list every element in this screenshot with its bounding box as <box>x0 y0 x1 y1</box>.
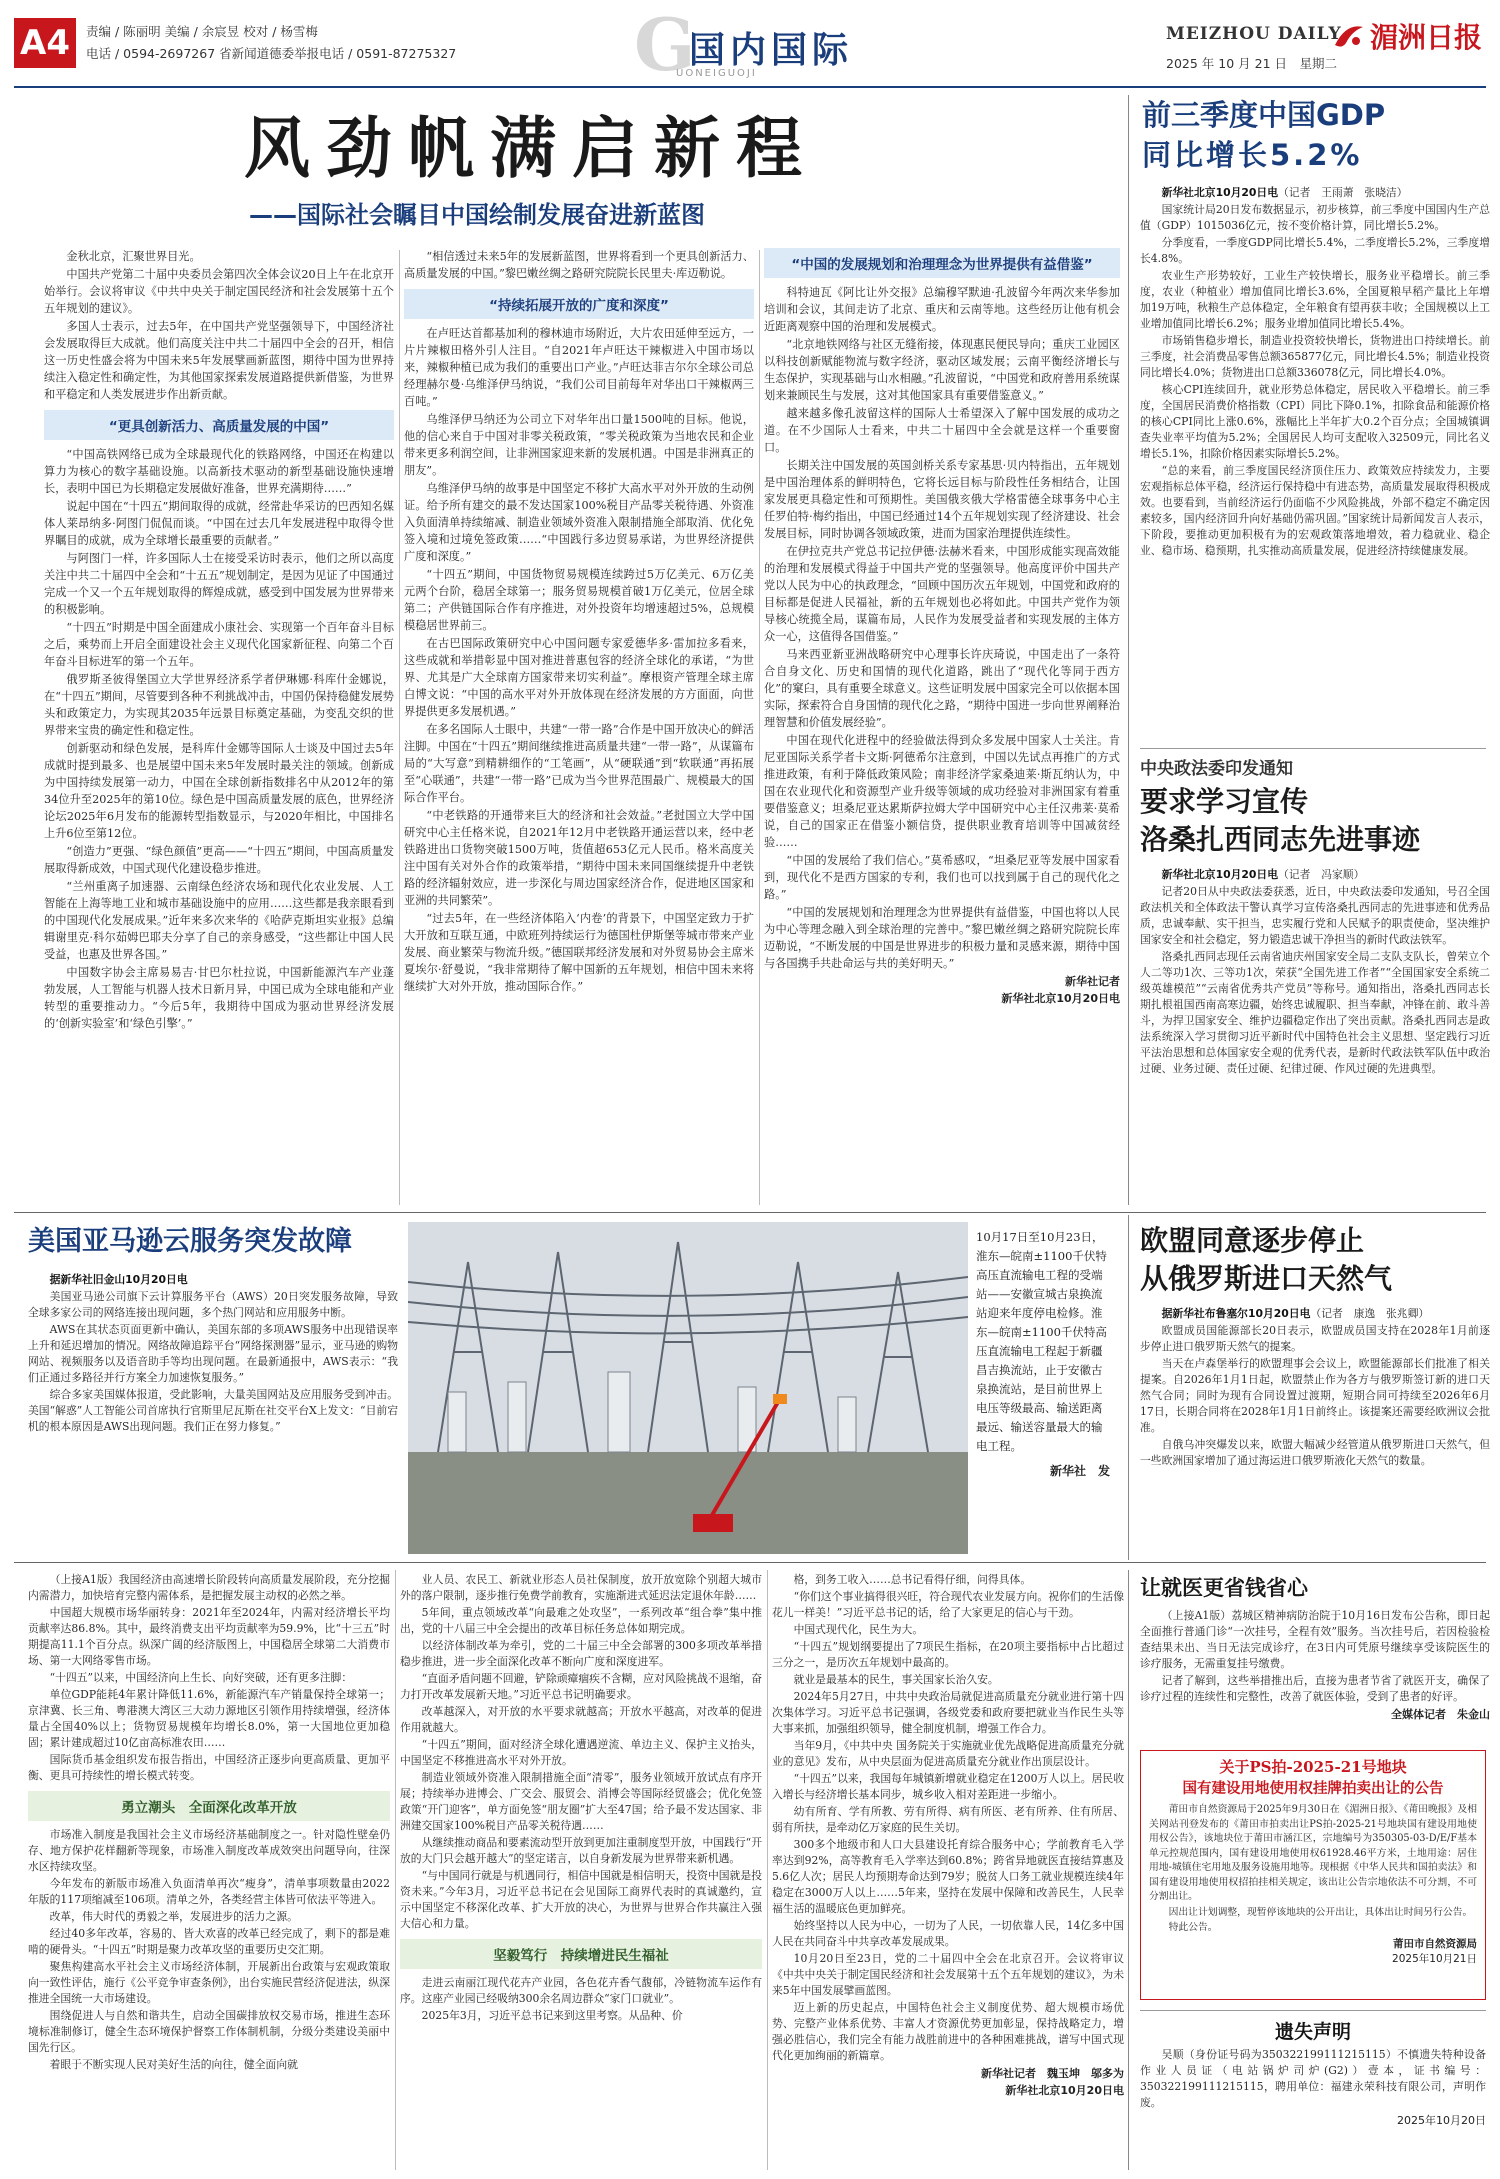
notice-p2: 因出让计划调整，现暂停该地块的公开出让，具体出让时间另行公告。 <box>1168 1906 1473 1918</box>
lead-bottom-rule <box>14 1212 1486 1213</box>
photo-credit: 新华社 发 <box>1049 1464 1110 1478</box>
lead-c1b-p6: 创新驱动和绿色发展，是科库什金娜等国际人士谈及中国过去5年成就时提到最多、也是展望中国未来5年发展时最关注的领域。创新成为中国持续发展第一动力，中国在全球创新指数排名中从2012年的第34位升至2025年的第10位。绿色是中国高质量发展的底色，世界经济论坛2025年6月发布的能源转型指数显示，与2020年相比，中国排名上升6位至第12位。 <box>44 742 394 840</box>
cont-c1b-p6: 围绕促进人与自然和谐共生，启动全国碳排放权交易市场，推进生态环境标准制修订，健全生态环境保护督察工作体制机制，分级分类建设美丽中国先行区。 <box>28 2009 390 2054</box>
cont-c1-p4: 单位GDP能耗4年累计降低11.6%，新能源汽车产销量保持全球第一；京津冀、长三角、粤港澳大湾区三大动力源地区引领作用持续增强，经济体量占全国40%以上；货物贸易规模年均增长8.0%，第一大国地位更加稳固；累计建成超过10亿亩高标准农田…… <box>28 1688 390 1749</box>
zhengfa-title-line-1: 要求学习宣传 <box>1140 785 1309 818</box>
lead-column-3 <box>764 248 1120 1210</box>
masthead-rule <box>14 86 1486 88</box>
gdp-article <box>1140 95 1490 745</box>
staff-line-2: 电话 / 0594-2697267 省新闻道德委举报电话 / 0591-87275327 <box>86 46 457 61</box>
cont-c3-p7: 当年9月，《中共中央 国务院关于实施就业优先战略促进高质量充分就业的意见》发布，从中央层面为促进高质量充分就业作出顶层设计。 <box>772 1739 1124 1768</box>
lead-c2b-p6: 在多名国际人士眼中，共建“一带一路”合作是中国开放决心的鲜活注脚。中国在“十四五”期间继续推进高质量共建“一带一路”，从谋篇布局的“大写意”到精耕细作的“工笔画”，从“硬联通”到“软联通”再拓展至“心联通”，共建“一带一路”已成为当今世界范围最广、规模最大的国际合作平台。 <box>404 723 754 804</box>
cont-c1-p3: “十四五”以来，中国经济向上生长、向好突破，还有更多注脚： <box>49 1671 353 1684</box>
eu-dateline: 据新华社布鲁塞尔10月20日电 <box>1161 1307 1311 1320</box>
photo-caption: 10月17日至10月23日，淮东—皖南±1100千伏特高压直流输电工程的受端站——安徽宣城古泉换流站迎来年度停电检修。淮东—皖南±1100千伏特高压直流输电工程起于新疆昌吉换流站，止于安徽古泉换流站，是目前世界上电压等级最高、输送距离最远、输送容量最大的输电工程。 <box>976 1230 1107 1453</box>
cont-c2-p2: 5年间，重点领域改革“向最难之处攻坚”，一系列改革“组合拳”集中推出，党的十八届三中全会提出的改革目标任务总体如期完成。 <box>400 1606 762 1635</box>
lead-column-divider-1 <box>399 250 400 1205</box>
cont-sign-reporters: 新华社记者 魏玉坤 邬多为 <box>981 2067 1124 2080</box>
cont-c3-p9: 幼有所育、学有所教、劳有所得、病有所医、老有所养、住有所居、弱有所扶，是牵动亿万家庭的民生关切。 <box>772 1805 1124 1834</box>
paper-cn: 湄洲日报 <box>1370 21 1483 54</box>
section-title: 国内国际 <box>689 30 854 71</box>
lead-c1b-p7: “创造力”更强、“绿色颜值”更高——“十四五”期间，中国高质量发展取得新成效，中国式现代化建设稳步推进。 <box>44 845 394 875</box>
continued-column-2 <box>400 1572 762 2172</box>
continued-column-1 <box>28 1572 390 2172</box>
notice-title-line-1: 关于PS拍-2025-21号地块 <box>1219 1758 1407 1776</box>
cont-divider-3 <box>1128 1570 1129 2170</box>
lead-sign-reporter: 新华社记者 <box>1065 975 1120 988</box>
cont-c3-p1: 格，到务工收入……总书记看得仔细，问得具体。 <box>793 1573 1032 1586</box>
cont-c2-p5: 改革越深入，对开放的水平要求就越高；开放水平越高，对改革的促进作用就越大。 <box>400 1705 762 1734</box>
gdp-reporters: （记者 王雨萧 张晓洁） <box>1278 186 1408 199</box>
gdp-title-line-1: 前三季度中国GDP <box>1142 98 1386 132</box>
paper-logo-icon <box>1332 19 1366 53</box>
lead-c2b-p7: “中老铁路的开通带来巨大的经济和社会效益。”老挝国立大学中国研究中心主任格米说，自2021年12月中老铁路开通运营以来，经中老铁路进出口货物突破1500万吨，货值超653亿元人民币。格米高度关注中国有关对外合作的政策举措，“期待中国未来同国继续提升中老铁路的经济辐射效应，进一步深化与周边国家经济合作，促进地区国家和亚洲的共同繁荣”。 <box>404 809 754 907</box>
lead-c1b-p4: “十四五”时期是中国全面建成小康社会、实现第一个百年奋斗目标之后，乘势而上开启全面建设社会主义现代化国家新征程、向第二个百年奋斗目标进军的第一个五年。 <box>44 621 394 668</box>
lead-c1-p2: 中国共产党第二十届中央委员会第四次全体会议20日上午在北京开始举行。会议将审议《中共中央关于制定国民经济和社会发展第十五个五年规划的建议》。 <box>44 268 394 315</box>
notice-title-line-2: 国有建设用地使用权挂牌拍卖出让的公告 <box>1182 1780 1444 1797</box>
notice-sign-org: 莆田市自然资源局 <box>1393 1937 1477 1950</box>
cont-c2b-p2: 2025年3月，习近平总书记来到这里考察。从品种、价 <box>421 2009 683 2022</box>
lead-c1b-p1: “中国高铁网络已成为全球最现代化的铁路网络，中国还在构建以算力为核心的数字基础设施。以高新技术驱动的新型基础设施快速增长，表明中国已为长期稳定发展做好准备，世界充满期待……” <box>44 448 394 495</box>
doctor-p1: （上接A1版）荔城区精神病防治院于10月16日发布公告称，即日起全面推行普通门诊“一次挂号，全程有效”服务。当次挂号后，若因检验检查结果未出、当日无法完成诊疗，在3日内可凭原号继续享受该院医生的诊疗服务，无需重复挂号缴费。 <box>1140 1609 1490 1670</box>
doctor-title: 让就医更省钱省心 <box>1140 1576 1308 1600</box>
cont-c2-p8: 从继续推动商品和要素流动型开放到更加注重制度型开放，中国践行“开放的大门只会越开越大”的坚定诺言，以自身新发展为世界带来新机遇。 <box>400 1836 762 1865</box>
zhengfa-reporters: （记者 冯家顺） <box>1278 868 1365 881</box>
cont-sign-dateline: 新华社北京10月20日电 <box>1005 2084 1124 2097</box>
gdp-p4: 市场销售稳步增长，制造业投资较快增长，货物进出口持续增长。前三季度，社会消费品零售总额365877亿元，同比增长4.5%；制造业投资同比增长4.0%；货物进出口总额336078亿元，同比增长4.0%。 <box>1140 334 1490 379</box>
cont-c3-p10: 300多个地级市和人口大县建设托育综合服务中心；学前教育毛入学率达到92%，高等教育毛入学率达到60.8%；跨省异地就医直接结算惠及5.6亿人次；居民人均预期寿命达到79岁；脱贫人口务工就业规模连续4年稳定在3000万人以上……5年来，坚持在发展中保障和改善民生，人民幸福生活的温暖底色更加鲜亮。 <box>772 1838 1124 1915</box>
gdp-p6: “总的来看，前三季度国民经济顶住压力、政策效应持续发力，主要宏观指标总体平稳，经济运行保持稳中有进态势，高质量发展取得积极成效。也要看到，当前经济运行仍面临不少风险挑战，外部不稳定不确定因素较多，国内经济回升向好基础仍需巩固。”国家统计局新闻发言人表示，下阶段，要推动更加积极有为的宏观政策落地增效，着力稳就业、稳企业、稳市场、稳预期，扎实推动高质量发展，促进经济持续健康发展。 <box>1140 464 1490 557</box>
cont-divider-2 <box>767 1570 768 2170</box>
zhengfa-dateline-row <box>1140 867 1490 883</box>
lost-body: 吴顺（身份证号码为350322199111215115）不慎遗失特种设备作业人员证（电站锅炉司炉(G2)）壹本，证书编号：350322199111215115，聘用单位：福建永荣科技有限公司，声明作废。 <box>1140 2048 1486 2109</box>
continued-column-3 <box>772 1572 1124 2172</box>
lead-c1-p3: 多国人士表示，过去5年，在中国共产党坚强领导下，中国经济社会发展取得巨大成就。他们高度关注中共二十届四中全会的召开，相信这一历史性盛会将为中国未来5年发展擘画新蓝图，期待中国为世界持续注入稳定性和确定性，为其他国家探索发展道路提供新借鉴，为世界和平稳定和人类发展进步作出新贡献。 <box>44 320 394 401</box>
cont-c1b-p1: 市场准入制度是我国社会主义市场经济基础制度之一。针对隐性壁垒仍存、地方保护花样翻新等现象，市场准入制度改革成效突出问题导向，往深水区持续攻坚。 <box>28 1828 390 1873</box>
page-label: A4 <box>14 18 76 68</box>
masthead <box>14 10 1486 84</box>
section-pinyin: UONEIGUOJI <box>676 68 757 79</box>
aws-article <box>28 1222 398 1552</box>
lead-c3-p9: “中国的发展规划和治理理念为世界提供有益借鉴，中国也将以人民为中心等理念融入到全球治理的完善中。”黎巴嫩丝绸之路研究院院长库迈勒说，“不断发展的中国是世界进步的积极力量和灵感来源，期待中国与各国携手共赴命运与共的美好明天。” <box>764 906 1120 970</box>
section-letter: G <box>634 10 696 84</box>
cont-c1b-p3: 改革，伟大时代的勇毅之举，发展进步的活力之源。 <box>49 1910 298 1923</box>
cont-divider-1 <box>395 1570 396 2170</box>
eu-reporters: （记者 康逸 张兆卿） <box>1310 1307 1430 1320</box>
zhengfa-p1: 记者20日从中央政法委获悉，近日，中央政法委印发通知，号召全国政法机关和全体政法干警认真学习宣传洛桑扎西同志的先进事迹和优秀品质，忠诚奉献、实干担当，忠实履行党和人民赋予的职责使命，坚决维护国家安全和社会稳定，努力锻造忠诚干净担当的新时代政法铁军。 <box>1140 885 1490 946</box>
cont-c3-p3: 中国式现代化，民生为大。 <box>793 1623 924 1636</box>
gdp-title-line-2: 同比增长5.2% <box>1142 138 1363 172</box>
lead-column-2 <box>404 248 754 1210</box>
lead-c3-p8: “中国的发展给了我们信心。”莫希感叹，“坦桑尼亚等发展中国家看到，现代化不是西方国家的专利，我们也可以找到属于自己的现代化之路。” <box>764 854 1120 901</box>
zhengfa-title-line-2: 洛桑扎西同志先进事迹 <box>1140 823 1421 856</box>
cont-c3-p11: 始终坚持以人民为中心，一切为了人民，一切依靠人民，14亿多中国人民在共同奋斗中共享改革发展成果。 <box>772 1919 1124 1948</box>
eu-title-line-1: 欧盟同意逐步停止 <box>1140 1224 1365 1257</box>
lead-title: 风劲帆满启新程 <box>244 109 818 187</box>
eu-article <box>1140 1222 1490 1557</box>
substation-photo <box>408 1222 968 1554</box>
lead-subtitle: ——国际社会瞩目中国绘制发展奋进新蓝图 <box>249 201 705 229</box>
doctor-p2: 记者了解到，这些举措推出后，直接为患者节省了就医开支，确保了诊疗过程的连续性和完整性，改善了就医体验，受到了患者的好评。 <box>1140 1674 1490 1703</box>
notice-p1: 莆田市自然资源局于2025年9月30日在《湄洲日报》、《莆田晚报》及相关网站刊登发布的《莆田市拍卖出让PS拍-2025-21号地块国有建设用地使用权公告》，该地块位于莆田市涵江区，宗地编号为350305-03-D/E/F基本单元控规范围内，国有建设用地使用权61928.46平方米，土地用途：居住用地-城镇住宅用地及服务设施用地等。现根据《中华人民共和国拍卖法》和国有建设用地使用权招拍挂相关规定，该出让公告宗地依法不可分割，不可分割出让。 <box>1149 1804 1477 1902</box>
doctor-sign: 全媒体记者 朱金山 <box>1391 1708 1490 1721</box>
cont-c3-p5: 就业是最基本的民生，事关国家长治久安。 <box>793 1673 999 1686</box>
gdp-p1: 国家统计局20日发布数据显示，初步核算，前三季度中国国内生产总值（GDP）1015036亿元，按不变价格计算，同比增长5.2%。 <box>1140 203 1490 232</box>
lead-c3-p6: 马来西亚新亚洲战略研究中心理事长许庆琦说，中国走出了一条符合自身文化、历史和国情的现代化道路，跳出了“现代化等同于西方化”的窠臼，具有重要全球意义。这些证明发展中国家完全可以依据本国实际，探索符合自身国情的现代化之路，“期待中国进一步向世界阐释治理智慧和价值发展经验”。 <box>764 648 1120 729</box>
lead-c1-subhead: “更具创新活力、高质量发展的中国” <box>44 410 394 440</box>
lead-c1-p1: 金秋北京，汇聚世界目光。 <box>66 250 201 263</box>
eu-title-line-2: 从俄罗斯进口天然气 <box>1140 1262 1393 1295</box>
lead-sign-dateline: 新华社北京10月20日电 <box>1001 992 1120 1005</box>
cont-c2-p7: 制造业领域外资准入限制措施全面“清零”，服务业领域开放试点有序开展；持续举办进博会、广交会、服贸会、消博会等国际经贸盛会；优化免签政策“开门迎客”，单方面免签“朋友圈”扩大至47国；给予最不发达国家、非洲建交国家100%税目产品零关税待遇…… <box>400 1771 762 1832</box>
lead-c1b-p9: 中国数字协会主席易易吉·甘巴尔杜拉说，中国新能源汽车产业蓬勃发展，人工智能与机器人技术日新月异，中国已成为全球电能和产业转型的重要推动力。“今后5年，我期待中国成为驱动世界经济发展的‘创新实验室’和‘绿色引擎’。” <box>44 966 394 1030</box>
cont-c2-p1: 业人员、农民工、新就业形态人员社保制度，放开放宽除个别超大城市外的落户限制，逐步推行免费学前教育，实施渐进式延迟法定退休年龄…… <box>400 1573 762 1602</box>
aws-p3: 综合多家美国媒体报道，受此影响，大量美国网站及应用服务受到冲击。美国“解惑”人工智能公司首席执行官斯里尼瓦斯在社交平台X上发文：“目前宕机的根本原因是AWS出现问题。我们正在努力修复。” <box>28 1388 398 1433</box>
cont-c1-subhead: 勇立潮头 全面深化改革开放 <box>28 1791 390 1821</box>
cont-c1-p2: 中国超大规模市场华丽转身：2021年至2024年，内需对经济增长平均贡献率达86.8%。其中，最终消费支出平均贡献率为59.9%，比“十三五”时期提高11.1个百分点。纵深广阔的经济版图上，中国稳居全球第二大消费市场、第一大网络零售市场。 <box>28 1606 390 1667</box>
cont-c1-p1: （上接A1版）我国经济由高速增长阶段转向高质量发展阶段，充分挖掘内需潜力，加快培育完整内需体系，是把握发展主动权的必然之举。 <box>28 1573 390 1602</box>
notice-sign-date: 2025年10月21日 <box>1392 1952 1477 1965</box>
lead-column-1 <box>44 248 394 1210</box>
cont-c3-p13: 迈上新的历史起点，中国特色社会主义制度优势、超大规模市场优势、完整产业体系优势、丰富人才资源优势更加彰显，保持战略定力，增强必胜信心，我们完全有能力战胜前进中的各种困难挑战，谱写中国式现代化更加绚丽的新篇章。 <box>772 2001 1124 2062</box>
cont-c3-p4: “十四五”规划纲要提出了7项民生指标，在20项主要指标中占比超过三分之一，是历次五年规划中最高的。 <box>772 1640 1124 1669</box>
zhengfa-article <box>1140 755 1490 1200</box>
paper-en: MEIZHOU DAILY <box>1166 24 1342 44</box>
lead-c2b-p2: 乌维泽伊马纳还为公司立下对华年出口量1500吨的目标。他说，他的信心来自于中国对非零关税政策，“零关税政策为当地农民和企业带来更多利润空间，让非洲国家迎来新的发展机遇。中国是非洲真正的朋友”。 <box>404 413 754 477</box>
middle-bottom-rule <box>14 1562 1486 1563</box>
cont-c2-p6: “十四五”期间，面对经济全球化遭遇逆流、单边主义、保护主义抬头，中国坚定不移推进高水平对外开放。 <box>400 1738 762 1767</box>
lead-c2b-p8: “过去5年，在一些经济体陷入‘内卷’的背景下，中国坚定致力于扩大开放和互联互通，中欧班列持续运行为德国杜伊斯堡等城市带来产业发展、商业繁荣与物流升级。”德国联邦经济发展和对外贸易协会主席米夏埃尔·舒曼说，“我非常期待了解中国新的五年规划，相信中国未来将继续扩大对外开放，推动国际合作。” <box>404 912 754 993</box>
cont-c2b-p1: 走进云南丽江现代花卉产业园，各色花卉香气馥郁，冷链物流车运作有序。这座产业园已经吸纳300余名周边群众“家门口就业”。 <box>400 1976 762 2005</box>
paper-logo <box>1332 16 1482 56</box>
lead-c2b-p5: 在古巴国际政策研究中心中国问题专家爱德华多·雷加拉多看来，这些成就和举措彰显中国对推进普惠包容的经济全球化的承诺，“为世界、尤其是广大全球南方国家带来切实利益”。摩根资产管理全球主席白博文说：“中国的高水平对外开放体现在经济发展的方方面面，向世界提供更多发展机遇。” <box>404 637 754 718</box>
notice-p3: 特此公告。 <box>1168 1922 1218 1933</box>
zhengfa-p2: 洛桑扎西同志现任云南省迪庆州国家安全局二支队支队长，曾荣立个人二等功1次、三等功1次，荣获“全国先进工作者”“全国国家安全系统二级英雄模范”“云南省优秀共产党员”等称号。通知指出，洛桑扎西同志长期扎根祖国西南高寒边疆，始终忠诚履职、担当奉献，冲锋在前、敢斗善斗，为捍卫国家安全、维护边疆稳定作出了突出贡献。洛桑扎西同志是政法系统深入学习贯彻习近平新时代中国特色社会主义思想、坚定践行习近平法治思想和总体国家安全观的优秀代表，是新时代政法铁军队伍中政治过硬、业务过硬、责任过硬、纪律过硬、作风过硬的先进典型。 <box>1140 950 1490 1075</box>
lead-c3-p1: 科特迪瓦《阿比让外交报》总编穆罕默迪·孔波留今年两次来华参加培训和会议，其间走访了北京、重庆和云南等地。这些经历让他有机会近距离观察中国的治理和发展模式。 <box>764 286 1120 333</box>
lead-c2b-p1: 在卢旺达首都基加利的穆林迪市场附近，大片农田延伸至远方，一片片辣椒田格外引人注目。“自2021年卢旺达干辣椒进入中国市场以来，辣椒种植已成为我们的重要出口产业。”卢旺达菲吉尔尔全球公司总经理赫尔曼·乌维泽伊马纳说，“我们公司目前每年对华出口干辣椒两三百吨。” <box>404 327 754 408</box>
issue-date: 2025 年 10 月 21 日 星期二 <box>1166 56 1337 71</box>
gdp-p3: 农业生产形势较好，工业生产较快增长，服务业平稳增长。前三季度，农业（种植业）增加值同比增长3.6%，全国夏粮早稻产量比上年增加19万吨，秋粮生产总体稳定，全年粮食有望再获丰收；全国规模以上工业增加值同比增长6.2%；服务业增加值同比增长5.4%。 <box>1140 269 1490 330</box>
land-notice <box>1140 1750 1486 2000</box>
eu-dateline-row <box>1140 1306 1490 1322</box>
cont-c3-p2: “你们这个事业搞得很兴旺，符合现代农业发展方向。祝你们的生活像花儿一样美！”习近平总书记的话，给了大家更足的信心与干劲。 <box>772 1590 1124 1619</box>
gdp-bottom-rule <box>1140 748 1486 749</box>
cont-c2-p3: 以经济体制改革为牵引，党的二十届三中全会部署的300多项改革举措稳步推进，进一步全面深化改革不断向广度和深度进军。 <box>400 1639 762 1668</box>
eu-p3: 自俄乌冲突爆发以来，欧盟大幅减少经管道从俄罗斯进口天然气，但一些欧洲国家增加了通过海运进口俄罗斯液化天然气的数量。 <box>1140 1438 1490 1467</box>
lead-c2b-p3: 乌维泽伊马纳的故事是中国坚定不移扩大高水平对外开放的生动例证。给予所有建交的最不发达国家100%税目产品零关税待遇、外资准入负面清单持续缩减、制造业领域外资准入限制措施全部取消、优化免签入境和过境免签政策……“中国践行多边贸易承诺，为世界经济提供广度和深度。” <box>404 482 754 563</box>
cont-c1b-p4: 经过40多年改革，容易的、皆大欢喜的改革已经完成了，剩下的都是难啃的硬骨头。“十四五”时期是聚力改革攻坚的重要历史交汇期。 <box>28 1927 390 1956</box>
lead-c1b-p8: “兰州重离子加速器、云南绿色经济农场和现代化农业发展、人工智能在上海等地工业和城市基础设施中的应用……这些都是我亲眼看到的中国现代化发展成果。”近年来多次来华的《哈萨克斯坦实业报》总编辑谢里克·科尔茹姆巴耶夫分享了自己的亲身感受，“这些都让中国人民受益，也惠及世界各国。” <box>44 880 394 961</box>
aws-dateline: 据新华社旧金山10月20日电 <box>49 1273 188 1286</box>
cont-c3-p6: 2024年5月27日，中共中央政治局就促进高质量充分就业进行第十四次集体学习。习近平总书记强调，各级党委和政府要把就业当作民生头等大事来抓，加强组织领导，健全制度机制，增强工作合力。 <box>772 1690 1124 1735</box>
gdp-p5: 核心CPI连续回升，就业形势总体稳定，居民收入平稳增长。前三季度，全国居民消费价格指数（CPI）同比下降0.1%，扣除食品和能源价格的核心CPI同比上涨0.6%，涨幅比上半年扩大0.2个百分点；全国城镇调查失业率平均值为5.2%；全国居民人均可支配收入32509元，同比名义增长5.1%，扣除价格因素实际增长5.2%。 <box>1140 383 1490 460</box>
aws-p1: 美国亚马逊公司旗下云计算服务平台（AWS）20日突发服务故障，导致全球多家公司的网络连接出现问题，多个热门网站和应用服务中断。 <box>28 1290 398 1319</box>
aws-p2: AWS在其状态页面更新中确认，美国东部的多项AWS服务中出现错误率上升和延迟增加的情况。网络故障追踪平台“网络探测器”显示，亚马逊的购物网站、视频服务以及语音助手等均出现问题。在最新通报中，AWS表示：“我们正通过多路径并行方案全力加速恢复服务。” <box>28 1323 398 1384</box>
aws-dateline-row <box>28 1272 398 1288</box>
lead-column-divider-2 <box>759 250 760 1205</box>
lead-c3-p5: 在伊拉克共产党总书记拉伊德·法赫米看来，中国形成能实现高效能的治理和发展模式得益于中国共产党的坚强领导。他高度评价中国共产党以人民为中心的执政理念，“回顾中国历次五年规划，中国党和政府的目标都是促进人民福祉，新的五年规划也必将如此。中国共产党作为领导核心统揽全局，谋篇布局，人民作为发展受益者和实现发展的主体方众一心，这值得各国借鉴。” <box>764 545 1120 643</box>
cont-c1b-p5: 聚焦构建高水平社会主义市场经济体制，开展新出台政策与宏观政策取向一致性评估，施行《公平竞争审查条例》，出台实施民营经济促进法，纵深推进全国统一大市场建设。 <box>28 1960 390 2005</box>
lost-title: 遗失声明 <box>1274 2021 1351 2043</box>
cont-c1-p5: 国际货币基金组织发布报告指出，中国经济正逐步向更高质量、更加平衡、更具可持续性的增长模式转变。 <box>28 1753 390 1782</box>
photo-caption-box <box>968 1222 1118 1554</box>
cont-c2-p4: “直面矛盾问题不回避，铲除顽瘴痼疾不含糊，应对风险挑战不退缩，奋力打开改革发展新天地。”习近平总书记明确要求。 <box>400 1672 762 1701</box>
cont-c3-p8: “十四五”以来，我国每年城镇新增就业稳定在1200万人以上。居民收入增长与经济增长基本同步，城乡收入相对差距进一步缩小。 <box>772 1772 1124 1801</box>
cont-c2-p9: “与中国同行就是与机遇同行，相信中国就是相信明天，投资中国就是投资未来。”今年3月，习近平总书记在会见国际工商界代表时的真诚邀约，宣示中国坚定不移深化改革、扩大开放的决心，为世界与世界合作共赢注入强大信心和力量。 <box>400 1869 762 1930</box>
eu-divider <box>1128 1215 1129 1560</box>
right-rail-divider <box>1128 95 1129 1205</box>
lost-notice <box>1140 2010 1486 2170</box>
lead-c3-subhead: “中国的发展规划和治理理念为世界提供有益借鉴” <box>764 248 1120 278</box>
gdp-dateline: 新华社北京10月20日电 <box>1161 186 1279 199</box>
substation-photo-illustration <box>408 1222 968 1554</box>
cont-c1b-p7: 着眼于不断实现人民对美好生活的向往，健全面向就 <box>49 2058 298 2071</box>
aws-title: 美国亚马逊云服务突发故障 <box>28 1226 352 1257</box>
lead-c3-p4: 长期关注中国发展的英国剑桥关系专家基思·贝内特指出，五年规划是中国治理体系的鲜明特色，它将长远目标与阶段性任务相结合，让国家发展更具稳定性和可预期性。美国俄亥俄大学格雷德全球事务中心主任罗伯特·梅约指出，中国已经通过14个五年规划实现了经济建设、社会发展目标，同时协调各领域政策，进而为国家治理提供连续性。 <box>764 459 1120 540</box>
gdp-dateline-row <box>1140 185 1490 201</box>
doctor-article <box>1140 1572 1490 1742</box>
lead-c1b-p3: 与阿图门一样，许多国际人士在接受采访时表示，他们之所以高度关注中共二十届四中全会和“十五五”规划制定，是因为见证了中国通过完成一个又一个五年规划取得的辉煌成就，感受到中国发展为世界带来的积极影响。 <box>44 552 394 616</box>
lead-c3-p7: 中国在现代化进程中的经验做法得到众多发展中国家人士关注。肯尼亚国际关系学者卡文斯·阿德希尔注意到，中国以先试点再推广的方式推进政策，有利于降低政策风险；南非经济学家桑迪莱·斯瓦纳认为，中国在农业现代化和资源型产业升级等领域的成功经验对非洲国家有着重要借鉴意义；坦桑尼亚达累斯萨拉姆大学中国研究中心主任汉弗莱·莫希说，自己的国家正在借鉴小额信贷，提供职业教育培训等中国减贫经验…… <box>764 734 1120 849</box>
staff-line-1: 责编 / 陈丽明 美编 / 余宸昱 校对 / 杨雪梅 <box>86 24 318 39</box>
zhengfa-dateline: 新华社北京10月20日电 <box>1161 868 1279 881</box>
lead-c2b-p4: “十四五”期间，中国货物贸易规模连续跨过5万亿美元、6万亿美元两个台阶，稳居全球第一；服务贸易规模首破1万亿美元，位居全球第二；产供链国际合作有序推进，对外投资年均增速超过5%，总规模模稳居世界前三。 <box>404 568 754 632</box>
lead-c2-subhead: “持续拓展开放的广度和深度” <box>404 289 754 319</box>
lead-c3-p3: 越来越多像孔波留这样的国际人士希望深入了解中国发展的成功之道。在不少国际人士看来，中共二十届四中全会就是这样一个重要窗口。 <box>764 407 1120 454</box>
lead-c2-p1: “相信透过未来5年的发展新蓝图，世界将看到一个更具创新活力、高质量发展的中国。”黎巴嫩丝绸之路研究院院长民里夫·库迈勒说。 <box>404 250 754 280</box>
zhengfa-kicker: 中央政法委印发通知 <box>1140 759 1293 779</box>
lost-date: 2025年10月20日 <box>1397 2114 1486 2127</box>
eu-p2: 当天在卢森堡举行的欧盟理事会会议上，欧盟能源部长们批准了相关提案。自2026年1月1日起，欧盟禁止作为各方与俄罗斯签订新的进口天然气合同；同时为现有合同设置过渡期，短期合同可持续至2026年6月17日，长期合同将在2028年1月1日前终止。该提案还需要经欧洲议会批准。 <box>1140 1357 1490 1434</box>
lead-c3-p2: “北京地铁网络与社区无缝衔接，体现惠民便民导向；重庆工业园区以科技创新赋能物流与数字经济，驱动区域发展；云南平衡经济增长与生态保护，实现基础与山水相融。”孔波留说，“中国党和政府善用系统谋划来兼顾民生与发展，这对其他国家具有重要借鉴意义。” <box>764 338 1120 402</box>
lead-headline-block <box>14 95 1124 235</box>
lead-c1b-p2: 说起中国在“十四五”期间取得的成就，经常赴华采访的巴西知名媒体人莱昂纳多·阿图门侃侃而谈。“中国在过去几年发展进程中取得令世界瞩目的成就，成为全球增长最重要的贡献者。” <box>44 500 394 547</box>
cont-c1b-p2: 今年发布的新版市场准入负面清单再次“瘦身”，清单事项数量由2022年版的117项缩减至106项。清单之外，各类经营主体皆可依法平等进入。 <box>28 1877 390 1906</box>
cont-c2-subhead: 坚毅笃行 持续增进民生福祉 <box>400 1939 762 1969</box>
cont-c3-p12: 10月20日至23日，党的二十届四中全会在北京召开。会议将审议《中共中央关于制定国民经济和社会发展第十五个五年规划的建议》，为未来5年中国发展擘画蓝图。 <box>772 1952 1124 1997</box>
lead-c1b-p5: 俄罗斯圣彼得堡国立大学世界经济系学者伊琳娜·科库什金娜说，在“十四五”期间，尽管要到各种不利挑战冲击，中国仍保持稳健发展势头和政策定力，为实现其2035年远景目标奠定基础，为变乱交织的世界带来宝贵的确定性和稳定性。 <box>44 673 394 737</box>
eu-p1: 欧盟成员国能源部长20日表示，欧盟成员国支持在2028年1月前逐步停止进口俄罗斯天然气的提案。 <box>1140 1324 1490 1353</box>
gdp-p2: 分季度看，一季度GDP同比增长5.4%，二季度增长5.2%，三季度增长4.8%。 <box>1140 236 1490 265</box>
